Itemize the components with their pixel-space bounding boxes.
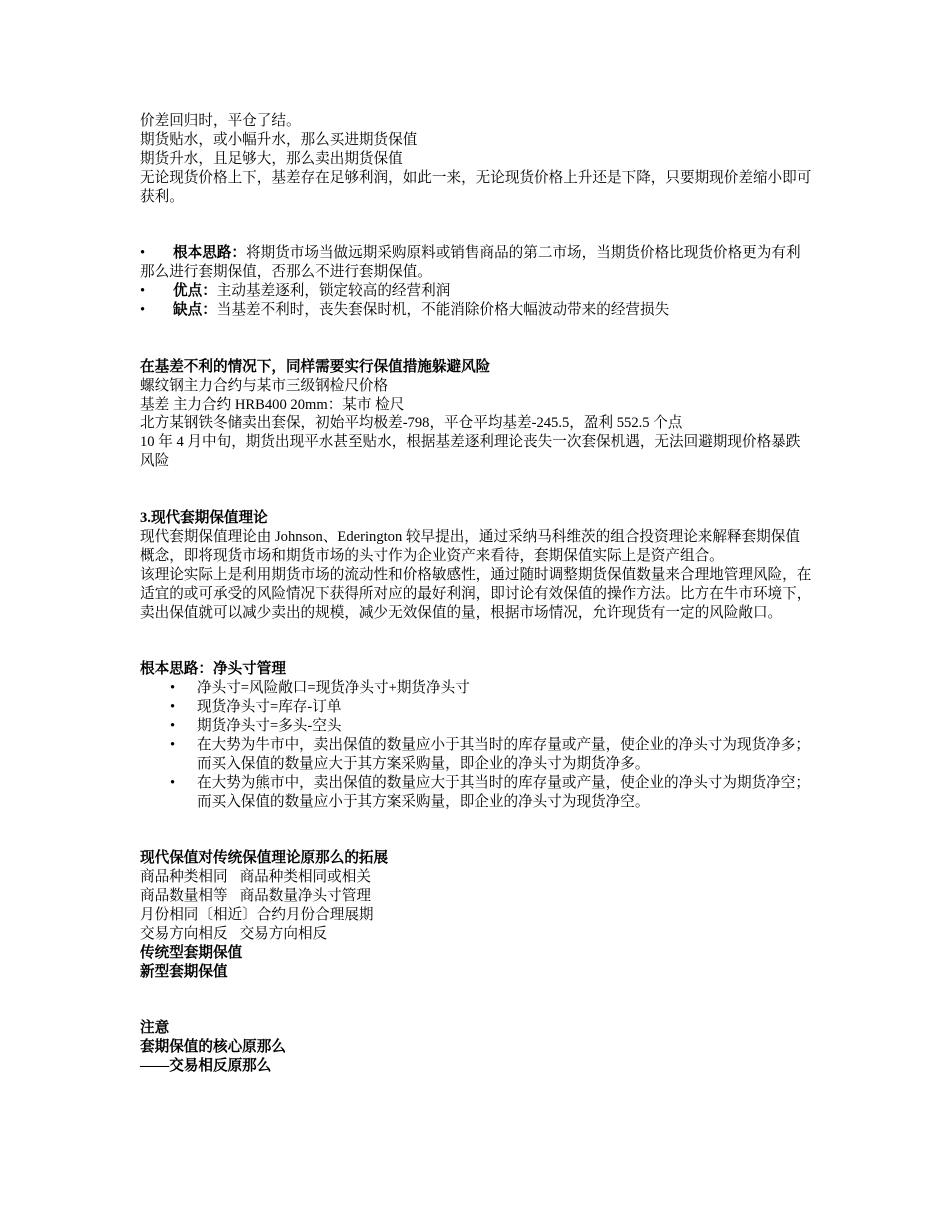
bullet-icon: • — [140, 245, 146, 262]
paragraph-line: 价差回归时，平仓了结。 — [140, 113, 301, 129]
notice-heading: 注意 — [140, 1020, 170, 1037]
section-heading: 3.现代套期保值理论 — [140, 509, 268, 526]
paragraph-line: 10 年 4 月中旬，期货出现平水甚至贴水，根据基差逐利理论丧失一次套保机遇，无法回避期现价格暴跌风险 — [140, 434, 801, 470]
bullet-icon: • — [140, 302, 146, 319]
section-heading: 现代保值对传统保值理论原那么的拓展 — [140, 850, 389, 867]
comparison-row: 商品数量相等 商品数量净头寸管理 — [140, 888, 371, 905]
bullet-icon: • — [140, 283, 146, 300]
section-heading: 根本思路：净头寸管理 — [140, 661, 286, 678]
paragraph-line: 北方某钢铁冬储卖出套保，初始平均极差-798，平仓平均基差-245.5，盈利 552.5 个点 — [140, 415, 683, 432]
section-heading: 在基差不利的情况下，同样需要实行保值措施躲避风险 — [140, 358, 491, 375]
bullet-label: 根本思路： — [173, 245, 246, 262]
paragraph-line: 期货贴水，或小幅升水，那么买进期货保值 — [140, 131, 418, 148]
list-item: • 期货净头寸=多头-空头 — [170, 717, 342, 734]
comparison-row: 月份相同〔相近〕合约月份合理展期 — [140, 906, 374, 923]
bullet-icon: • — [170, 774, 176, 791]
bullet-label: 优点： — [173, 283, 217, 300]
paragraph-line: 无论现货价格上下，基差存在足够利润，如此一来，无论现货价格上升还是下降，只要期现价差缩小即可获利。 — [140, 169, 812, 205]
document-page — [140, 112, 820, 1076]
paragraph: 该理论实际上是利用期货市场的流动性和价格敏感性，通过随时调整期货保值数量来合理地管理风险，在适宜的或可承受的风险情况下获得所对应的最好利润，即讨论有效保值的操作方法。比方在牛市环境下，卖出保值就可以减少卖出的规模，减少无效保值的量，根据市场情况，允许现货有一定的风险敞口。 — [140, 566, 812, 621]
bullet-icon: • — [170, 717, 176, 734]
bullet-text: 将期货市场当做远期采购原料或销售商品的第二市场，当期货价格比现货价格更为有利那么进行套期保值，否那么不进行套期保值。 — [140, 245, 801, 281]
list-item: • 净头寸=风险敞口=现货净头寸+期货净头寸 — [170, 680, 470, 697]
paragraph-line: 期货升水，且足够大，那么卖出期货保值 — [140, 150, 403, 167]
paragraph-line: 螺纹钢主力合约与某市三级钢检尺价格 — [140, 377, 389, 394]
bullet-item-basic-idea — [140, 244, 812, 282]
bullet-icon: • — [170, 736, 176, 753]
bullet-item-advantage — [140, 282, 820, 301]
list-item: • 在大势为牛市中，卖出保值的数量应小于其当时的库存量或产量，使企业的净头寸为现货净多；而买入保值的数量应大于其方案采购量，即企业的净头寸为期货净多。 — [170, 736, 810, 772]
notice-line: ——交易相反原那么 — [140, 1058, 272, 1075]
bullet-icon: • — [170, 699, 176, 716]
paragraph-line: 基差 主力合约 HRB400 20mm：某市 检尺 — [140, 396, 405, 413]
bullet-label: 缺点： — [173, 302, 217, 319]
net-position-list — [140, 679, 820, 811]
bullet-text: 当基差不利时，丧失套保时机，不能消除价格大幅波动带来的经营损失 — [216, 302, 670, 319]
paragraph: 现代套期保值理论由 Johnson、Ederington 较早提出，通过采纳马科维茨的组合投资理论来解释套期保值概念，即将现货市场和期货市场的头寸作为企业资产来看待，套期保值实际上是资产组合。 — [140, 528, 800, 564]
bullet-text: 主动基差逐利，锁定较高的经营利润 — [216, 283, 451, 300]
bullet-icon: • — [170, 680, 176, 697]
notice-line: 套期保值的核心原那么 — [140, 1039, 286, 1056]
comparison-row: 商品种类相同 商品种类相同或相关 — [140, 869, 371, 886]
hedge-type-label: 传统型套期保值 — [140, 944, 243, 961]
list-item: • 现货净头寸=库存-订单 — [170, 699, 342, 716]
list-item: • 在大势为熊市中，卖出保值的数量应大于其当时的库存量或产量，使企业的净头寸为期货净空；而买入保值的数量应小于其方案采购量，即企业的净头寸为现货净空。 — [170, 774, 810, 810]
comparison-row: 交易方向相反 交易方向相反 — [140, 925, 328, 942]
hedge-type-label: 新型套期保值 — [140, 963, 228, 980]
bullet-item-disadvantage — [140, 301, 820, 320]
